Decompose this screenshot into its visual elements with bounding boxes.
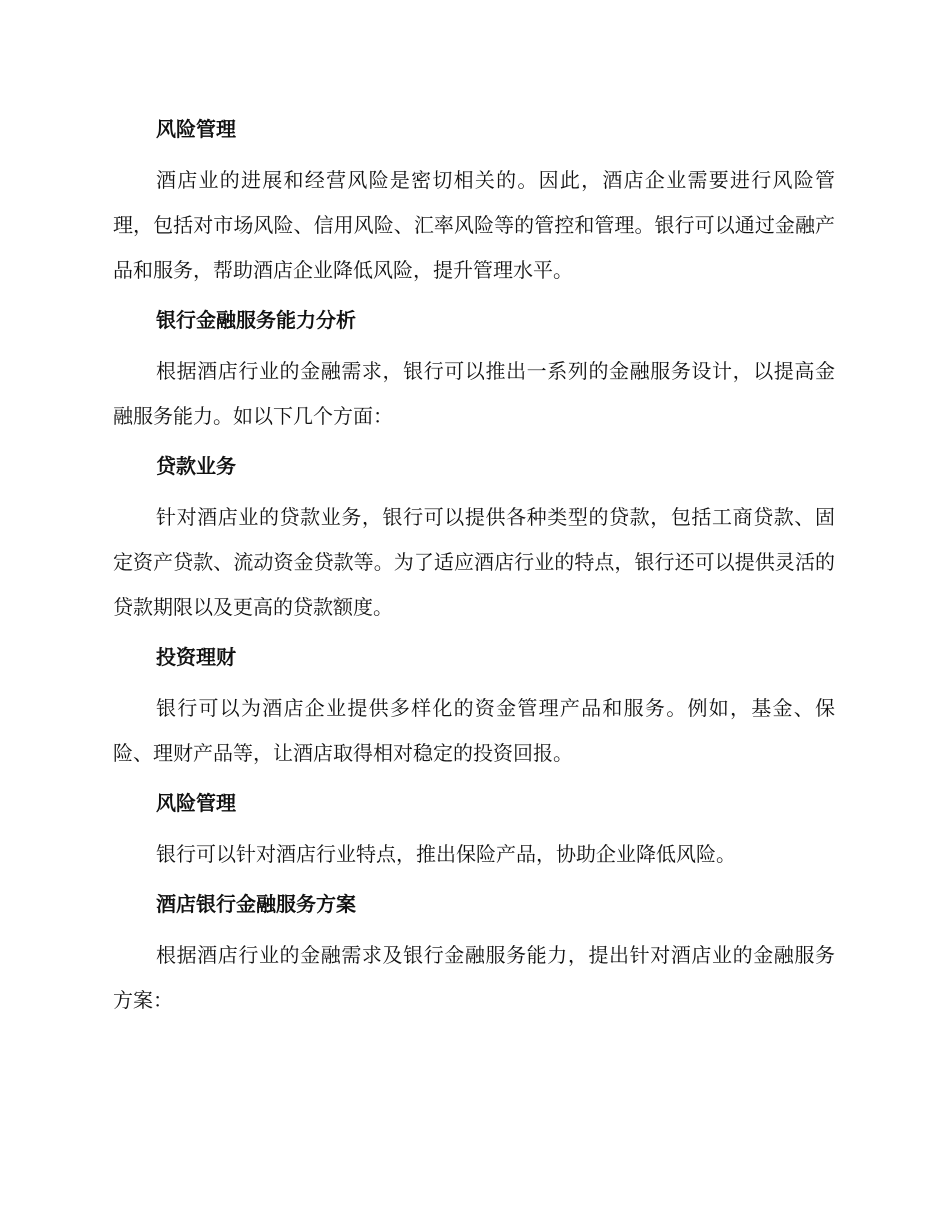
section-heading-service-plan: 酒店银行金融服务方案 [156,892,356,916]
section-paragraph-bank-capability: 根据酒店行业的金融需求，银行可以推出一系列的金融服务设计，以提高金融服务能力。如以下几个方面： [113,359,835,428]
document-body [113,112,835,1023]
section-heading-loan-business: 贷款业务 [156,454,236,478]
section-paragraph-risk-management-2: 银行可以针对酒店行业特点，推出保险产品，协助企业降低风险。 [156,842,736,866]
section-paragraph-service-plan: 根据酒店行业的金融需求及银行金融服务能力，提出针对酒店业的金融服务方案： [113,943,835,1012]
section-paragraph-investment: 银行可以为酒店企业提供多样化的资金管理产品和服务。例如，基金、保险、理财产品等，让酒店取得相对稳定的投资回报。 [113,696,835,765]
section-heading-risk-management: 风险管理 [156,117,236,141]
section-heading-bank-capability: 银行金融服务能力分析 [156,308,356,332]
section-paragraph-risk-management: 酒店业的进展和经营风险是密切相关的。因此，酒店企业需要进行风险管理，包括对市场风险、信用风险、汇率风险等的管控和管理。银行可以通过金融产品和服务，帮助酒店企业降低风险，提升管理水平。 [113,168,835,282]
section-heading-risk-management-2: 风险管理 [156,791,236,815]
section-heading-investment: 投资理财 [156,645,236,669]
section-paragraph-loan-business: 针对酒店业的贷款业务，银行可以提供各种类型的贷款，包括工商贷款、固定资产贷款、流动资金贷款等。为了适应酒店行业的特点，银行还可以提供灵活的贷款期限以及更高的贷款额度。 [113,505,835,619]
